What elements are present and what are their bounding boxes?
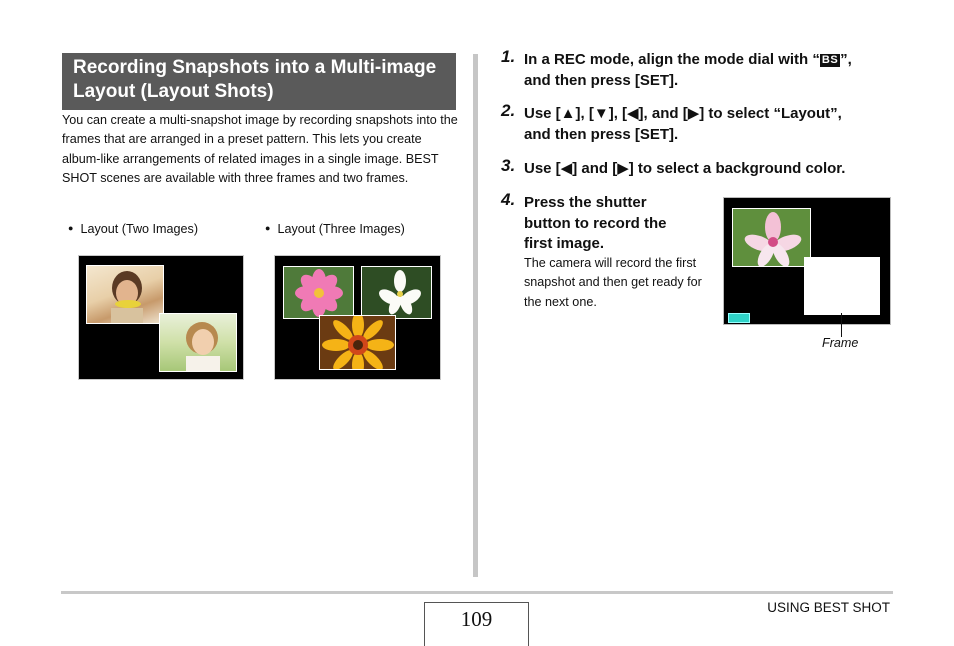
step-4-line-1: Press the shutter xyxy=(524,194,647,211)
three-image-layout-example xyxy=(274,255,441,380)
bullet-dot: ● xyxy=(68,223,74,233)
step-4-line-3: first image. xyxy=(524,235,605,252)
step-1-text-c: and then press [SET]. xyxy=(524,71,679,89)
step-number: 3. xyxy=(501,156,516,175)
bullet-layout-three xyxy=(265,222,405,236)
step-text xyxy=(524,159,904,180)
photo-woman-smiling xyxy=(159,313,237,372)
white-flower-illustration xyxy=(362,267,432,319)
photo-yellow-flower xyxy=(319,315,396,370)
step-4-line-2: button to record the xyxy=(524,214,667,232)
bullet-layout-two xyxy=(68,222,198,236)
section-title-text: Recording Snapshots into a Multi-image Layout (Layout Shots) xyxy=(73,57,437,102)
step-1-text-b: ”, xyxy=(840,51,852,68)
section-title xyxy=(62,53,456,110)
intro-paragraph: You can create a multi-snapshot image by recording snapshots into the frames that are arranged in a preset pattern. This lets you create album-like arrangements of related images in a single image. BEST SHOT scenes are available with three frames and two frames. xyxy=(62,113,458,186)
bullet-dot: ● xyxy=(265,223,271,233)
frame-caption: Frame xyxy=(822,336,859,350)
step-2-line-1: Use [▲], [▼], [◀], and [▶] to select “Layout”, xyxy=(524,105,842,122)
photo-pink-flower xyxy=(283,266,354,319)
camera-screen-preview xyxy=(723,197,891,325)
lily-flower-illustration xyxy=(733,209,811,267)
yellow-flower-illustration xyxy=(320,316,396,370)
woman-smiling-illustration xyxy=(160,314,237,372)
woman-eating-illustration xyxy=(87,266,164,324)
step-1-text-a: In a REC mode, align the mode dial with “ xyxy=(524,51,820,68)
photo-white-flower xyxy=(361,266,432,319)
bullet-label: Layout (Three Images) xyxy=(277,222,405,236)
battery-icon xyxy=(728,313,750,323)
step-text xyxy=(524,104,904,145)
step-text xyxy=(524,193,714,255)
frame-pointer-line xyxy=(841,313,842,337)
step-4-description: The camera will record the first snapshot and then get ready for the next one. xyxy=(524,256,702,309)
bs-mode-icon: BS xyxy=(821,54,839,66)
step-2-line-2: and then press [SET]. xyxy=(524,125,679,143)
chapter-title: USING BEST SHOT xyxy=(767,600,890,615)
step-number: 1. xyxy=(501,47,516,66)
photo-lily-flower xyxy=(732,208,811,267)
step-number: 4. xyxy=(501,190,516,209)
bullet-label: Layout (Two Images) xyxy=(80,222,199,236)
page-number: 109 xyxy=(460,607,493,631)
column-divider xyxy=(473,54,478,577)
step-number: 2. xyxy=(501,101,516,120)
step-3-line-1: Use [◀] and [▶] to select a background color. xyxy=(524,160,846,177)
pink-flower-illustration xyxy=(284,267,354,319)
footer-rule xyxy=(61,591,893,594)
step-text xyxy=(524,50,904,91)
two-image-layout-example xyxy=(78,255,244,380)
photo-woman-eating xyxy=(86,265,164,324)
empty-frame xyxy=(804,257,880,315)
